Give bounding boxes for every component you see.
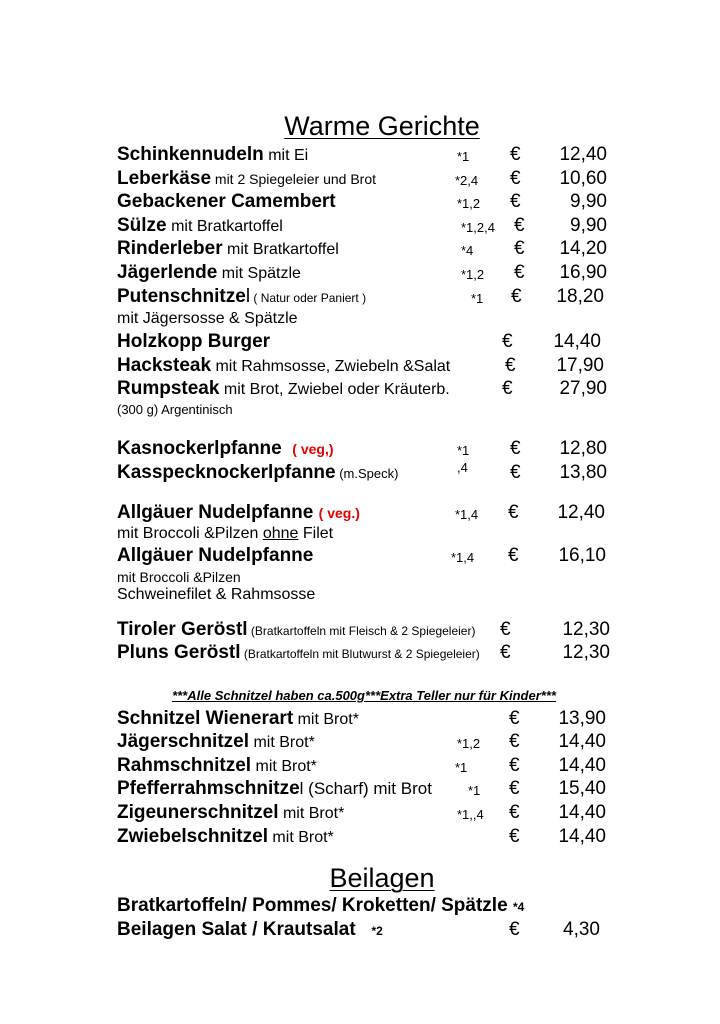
section-title-warme-gerichte: Warme Gerichte (284, 111, 480, 141)
menu-item-price: 17,90 (556, 355, 604, 376)
euro-sign: € (505, 355, 516, 376)
menu-item-price: 9,90 (570, 191, 607, 212)
menu-item-price: 12,40 (559, 144, 607, 165)
euro-sign: € (510, 144, 521, 165)
menu-item-name: Gebackener Camembert (117, 191, 336, 212)
menu-item-price: 18,20 (556, 286, 604, 307)
menu-item-price: 16,10 (558, 545, 606, 566)
menu-item-name: Schinkennudeln mit Ei (117, 144, 309, 165)
menu-item-name: Leberkäse mit 2 Spiegeleier und Brot (117, 168, 376, 189)
menu-item-subline: (300 g) Argentinisch (117, 402, 233, 417)
euro-sign: € (500, 619, 511, 640)
allergen-note: *1 (471, 291, 484, 306)
menu-item-subline: Schweinefilet & Rahmsosse (117, 586, 316, 603)
menu-item-subline: mit Broccoli &Pilzen ohne Filet (117, 525, 334, 542)
euro-sign: € (509, 755, 520, 776)
menu-item-name: Beilagen Salat / Krautsalat *2 (117, 919, 383, 940)
menu-item-price: 14,40 (558, 731, 606, 752)
menu-item-price: 14,20 (559, 238, 607, 259)
menu-item-name: Kasnockerlpfanne ( veg,) (117, 438, 334, 459)
menu-item-name: Jägerlende mit Spätzle (117, 262, 301, 283)
menu-item-name: Allgäuer Nudelpfanne (117, 545, 314, 566)
menu-item-price: 16,90 (559, 262, 607, 283)
menu-item-price: 14,40 (558, 802, 606, 823)
euro-sign: € (508, 502, 519, 523)
menu-item-price: 15,40 (558, 778, 606, 799)
menu-item-price: 27,90 (559, 378, 607, 399)
menu-item-price: 13,90 (558, 708, 606, 729)
menu-item-name: Rinderleber mit Bratkartoffel (117, 238, 339, 259)
euro-sign: € (509, 731, 520, 752)
allergen-note: *1,2 (461, 267, 485, 282)
allergen-note: *1,4 (455, 507, 479, 522)
menu-item-price: 14,40 (553, 331, 601, 352)
euro-sign: € (510, 191, 521, 212)
menu-item-name: Sülze mit Bratkartoffel (117, 215, 283, 236)
menu-item-price: 4,30 (563, 919, 600, 940)
menu-item-price: 14,40 (558, 755, 606, 776)
menu-item-price: 14,40 (558, 826, 606, 847)
allergen-note: *1,2,4 (461, 220, 495, 235)
menu-item-price: 13,80 (559, 462, 607, 483)
euro-sign: € (502, 331, 513, 352)
allergen-note: *1 (455, 760, 468, 775)
section-title-beilagen: Beilagen (329, 863, 435, 893)
euro-sign: € (509, 802, 520, 823)
euro-sign: € (502, 378, 513, 399)
menu-item-price: 12,30 (562, 642, 610, 663)
menu-item-subline: mit Broccoli &Pilzen (117, 569, 241, 585)
menu-item-price: 12,30 (562, 619, 610, 640)
menu-item-name: Bratkartoffeln/ Pommes/ Kroketten/ Spätzle *4 (117, 895, 525, 916)
allergen-note: *1 (468, 783, 481, 798)
allergen-note: *1,2 (457, 196, 481, 211)
menu-item-name: Holzkopp Burger (117, 331, 271, 352)
menu-item-price: 12,40 (557, 502, 605, 523)
menu-item-name: Rahmschnitzel mit Brot* (117, 755, 317, 776)
allergen-note: ,4 (457, 460, 468, 475)
menu-item-price: 9,90 (570, 215, 607, 236)
menu-item-name: Putenschnitzel ( Natur oder Paniert ) (117, 286, 367, 307)
menu-item-name: Pluns Geröstl (Bratkartoffeln mit Blutwurst & 2 Spiegeleier) (117, 642, 480, 663)
menu-item-name: Zwiebelschnitzel mit Brot* (117, 826, 334, 847)
euro-sign: € (514, 262, 525, 283)
euro-sign: € (510, 168, 521, 189)
menu-item-subline: mit Jägersosse & Spätzle (117, 310, 298, 327)
menu-item-price: 10,60 (559, 168, 607, 189)
menu-item-price: 12,80 (559, 438, 607, 459)
menu-item-name: Kasspecknockerlpfanne (m.Speck) (117, 462, 399, 483)
menu-item-name: Rumpsteak mit Brot, Zwiebel oder Kräuterb. (117, 378, 450, 399)
euro-sign: € (509, 708, 520, 729)
euro-sign: € (509, 826, 520, 847)
menu-item-name: Tiroler Geröstl (Bratkartoffeln mit Fleisch & 2 Spiegeleier) (117, 619, 476, 640)
menu-item-name: Hacksteak mit Rahmsosse, Zwiebeln &Salat (117, 355, 451, 376)
euro-sign: € (500, 642, 511, 663)
schnitzel-notice: ***Alle Schnitzel haben ca.500g***Extra Teller nur für Kinder*** (172, 688, 556, 703)
allergen-note: *1,2 (457, 736, 481, 751)
allergen-note: *1 (457, 443, 470, 458)
euro-sign: € (514, 215, 525, 236)
allergen-note: *1,4 (451, 550, 475, 565)
euro-sign: € (511, 286, 522, 307)
euro-sign: € (510, 438, 521, 459)
euro-sign: € (509, 919, 520, 940)
euro-sign: € (509, 778, 520, 799)
euro-sign: € (508, 545, 519, 566)
allergen-note: *2,4 (455, 173, 479, 188)
menu-item-name: Schnitzel Wienerart mit Brot* (117, 708, 359, 729)
menu-item-name: Zigeunerschnitzel mit Brot* (117, 802, 345, 823)
menu-item-name: Jägerschnitzel mit Brot* (117, 731, 315, 752)
allergen-note: *1,,4 (457, 807, 484, 822)
allergen-note: *4 (461, 243, 474, 258)
menu-item-name: Pfefferrahmschnitzel (Scharf) mit Brot (117, 778, 432, 799)
euro-sign: € (514, 238, 525, 259)
allergen-note: *1 (457, 149, 470, 164)
menu-item-name: Allgäuer Nudelpfanne ( veg.) (117, 502, 360, 523)
euro-sign: € (510, 462, 521, 483)
